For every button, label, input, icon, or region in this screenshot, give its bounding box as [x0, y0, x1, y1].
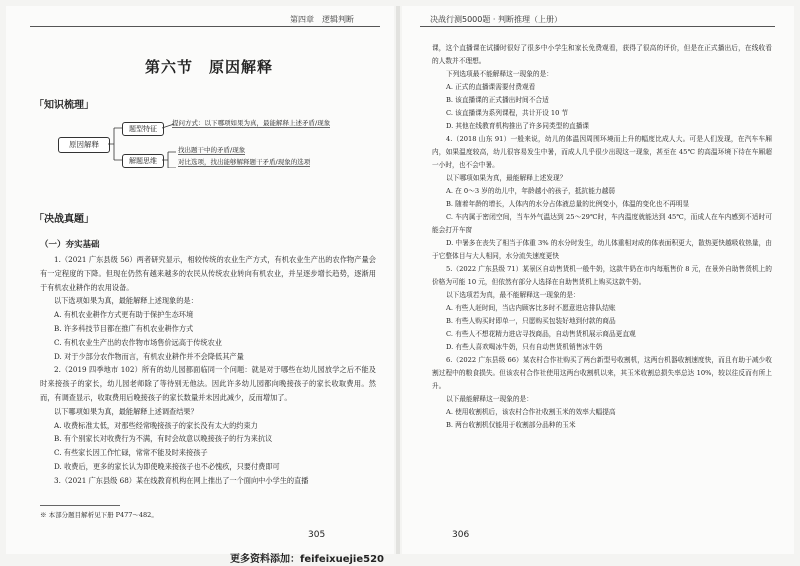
option: A. 正式的直播课需要付费观看: [446, 83, 536, 91]
option: B. 有些人购买时即单一，只愿购买包装好地到付款的商品: [446, 317, 616, 325]
right-header-rule: [420, 26, 775, 27]
option: D. 中暑多在丧失了相当于体重 3% 的水分时发生，幼儿体重相对成的体表面积更大，散热更快越吸收热量，由于它整体目与大人相同，水分流失速度更快: [432, 239, 772, 260]
option: A. 使用收割机后，该农村合作社收割玉米的效率大幅提高: [446, 408, 616, 416]
mindmap-thinking-text-2: 对比选项，找出能够解释题干矛盾/现象的选项: [178, 158, 311, 166]
mindmap-features-text: 提问方式：以下哪项如果为真，最能解释上述矛盾/现象: [172, 119, 331, 127]
option: C. 该直播课为系列课程，共计开设 10 节: [446, 109, 569, 117]
mindmap-branch-thinking: 解题思维: [122, 154, 164, 168]
right-text-block: [432, 42, 772, 432]
exam-heading-text: 决战真题: [44, 214, 84, 225]
option: D. 对于少部分农作物而言，有机农业耕作并不会降低其产量: [54, 351, 244, 361]
right-header: 决战行测5000题 · 判断推理（上册）: [430, 15, 562, 24]
left-header: 第四章 逻辑判断: [290, 15, 354, 24]
footer-contact: 更多资料添加：feifeixuejie520: [230, 554, 384, 565]
option: A. 在 0～3 岁的幼儿中，年龄越小的孩子，抵抗能力越弱: [446, 187, 615, 195]
section-title: 第六节 原因解释: [145, 58, 274, 76]
option: D. 其他在线教育机构推出了许多同类型的直播课: [446, 122, 590, 130]
left-text-block: [40, 253, 376, 488]
option: C. 有些人不想花精力进店寻找商品，自动售货机展示商品更直观: [446, 330, 636, 338]
exam-heading: 「决战真题」: [34, 214, 94, 225]
footnote-rule: [40, 505, 120, 506]
option: A. 有些人赶时间，当店内顾客比多时不愿意进店排队结账: [446, 304, 616, 312]
option: B. 两台收割机仅能用于收割部分品种的玉米: [446, 421, 576, 429]
paragraph: 6.（2022 广东县级 66）某农村合作社购买了两台新型号收割机，这两台机器收割速度快，而且有助于减少收割过程中的粮食损失。但该农村合作社使用这两台收割机以来，其玉米收割总损失率总达 10%，较以往反而有所上升。: [432, 356, 772, 390]
option: B. 有个别家长对收费行为不满，有时会故意以晚接孩子的行为来抗议: [54, 434, 273, 444]
book-spine: [396, 6, 400, 554]
option: C. 有些家长因工作忙碌，常常不能及时来接孩子: [54, 448, 208, 458]
option: A. 有机农业耕作方式更有助于保护生态环境: [54, 310, 194, 320]
paragraph: 3.（2021 广东县级 68）某在线教育机构在网上推出了一个面向中小学生的直播: [54, 475, 309, 485]
paragraph: 1.（2021 广东县级 56）两者研究显示，相较传统的农业生产方式，有机农业生产出的农作物产量会有一定程度的下降。但现在仍然有越来越多的农民从传统农业转向有机农业，并呈逐步增长趋势，逐渐用于有机农业耕作的农用设备。: [40, 255, 376, 292]
paragraph: 4.（2018 山东 91）一般来说，幼儿的体温因周围环境而上升的幅度比成人大。可是人们发现，在汽车车厢内，如果温度较高，幼儿很容易发生中暑，而成人几乎很少出现这一现象，甚至在 45℃ 的高温环境下待在车厢超一小时，也不会中暑。: [432, 135, 772, 169]
knowledge-heading: 「知识梳理」: [34, 100, 94, 111]
paragraph: 以下哪项如果为真，最能解释上述发现？: [446, 174, 567, 182]
option: C. 有机农业生产出的农作物市场售价远高于传统农业: [54, 337, 222, 347]
paragraph: 课，这个直播课在试播时很好了很多中小学生和家长免费观看，获得了很高的评价，但是在正式播出后，在线收看的人数并不理想。: [432, 44, 772, 65]
paragraph: 以下选项如果为真，最能解释上述现象的是：: [54, 296, 198, 306]
option: A. 收费标准太低，对那些经常晚接孩子的家长没有太大的约束力: [54, 420, 258, 430]
option: C. 车内属于密闭空间，当车外气温达到 25～29℃时，车内温度就能达到 45℃，而成人在车内感到不适时可能会打开车窗: [432, 213, 772, 234]
sub-heading: （一）夯实基础: [40, 240, 100, 250]
option: D. 收费后，更多的家长认为即使晚来接孩子也不必愧疚，只要付费即可: [54, 461, 280, 471]
footnote: ※ 本部分题目解析见下册 P477～482。: [40, 511, 158, 519]
option: B. 随着年龄的增长，人体内的水分占体液总量的比例变小，体温的变化也不再明显: [446, 200, 690, 208]
option: B. 该直播课的正式播出时间不合适: [446, 96, 549, 104]
mindmap-root: 原因解释: [58, 137, 110, 153]
mindmap-thinking-text-1: 找出题干中的矛盾/现象: [178, 146, 246, 154]
knowledge-heading-text: 知识梳理: [44, 100, 84, 111]
paragraph: 2.（2019 四季地市 102）所有的幼儿园都面临同一个问题：就是对于哪些在幼儿园放学之后不能及时来接孩子的家长，幼儿园老师除了等待别无他法。因此许多幼儿园都向晚接孩子的家长收取费用。然而，有调查显示，收取费用后晚接孩子的家长数量并未因此减少，反而增加了。: [40, 365, 376, 402]
paragraph: 以下最能解释这一现象的是：: [446, 395, 533, 403]
option: D. 有些人喜欢喝冰牛奶，只有自动售货机销售冰牛奶: [446, 343, 603, 351]
left-page-number: 305: [308, 530, 326, 540]
paragraph: 以下选项若为真，最不能解释这一现象的是：: [446, 291, 580, 299]
option: B. 许多科技节目都在推广有机农业耕作方式: [54, 323, 194, 333]
mindmap-branch-features: 题型特征: [122, 122, 164, 136]
left-header-rule: [30, 26, 380, 27]
paragraph: 以下哪项如果为真，最能解释上述调查结果？: [54, 406, 198, 416]
paragraph: 5.（2022 广东县级 71）某景区自动售货机一般牛奶，这款牛奶在市内每瓶售价 8 元，在景外自助售货机上的价格为可能 10 元，但依然有部分人选择在自助售货机上购买这款牛奶。: [432, 265, 772, 286]
right-page-number: 306: [452, 530, 470, 540]
paragraph: 下列选项最不能解释这一现象的是：: [446, 70, 553, 78]
